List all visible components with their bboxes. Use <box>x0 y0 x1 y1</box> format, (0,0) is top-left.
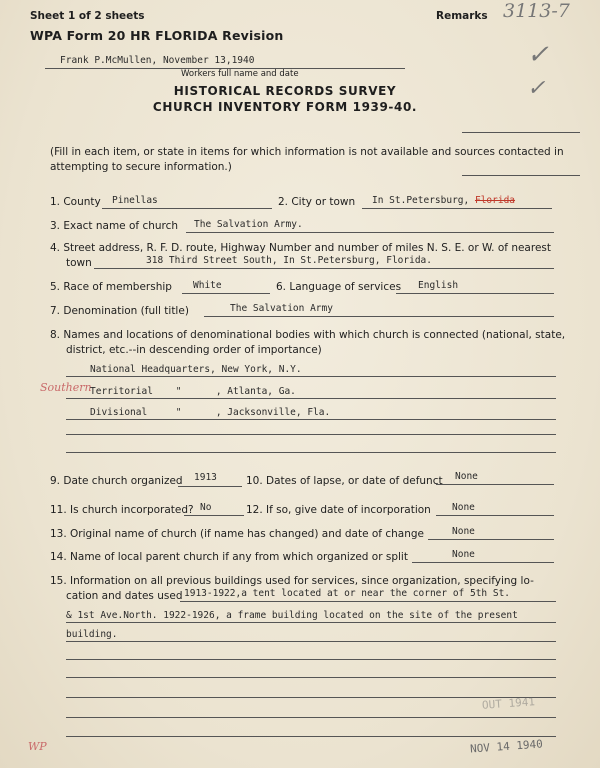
lapse-value: None <box>455 471 478 482</box>
handwritten-file-number: 3113-7 <box>503 0 570 22</box>
county-label: 1. County <box>50 196 101 208</box>
previous-buildings-value: & 1st Ave.North. 1922-1926, a frame building located on the site of the present <box>66 610 518 621</box>
organized-value: 1913 <box>194 472 217 483</box>
instructions-line-2: attempting to secure information.) <box>50 161 232 173</box>
denomination-line <box>204 316 554 317</box>
title-form: CHURCH INVENTORY FORM 1939-40. <box>152 100 418 114</box>
parent-church-label: 14. Name of local parent church if any from which organized or split <box>50 551 408 563</box>
instructions-line-1: (Fill in each item, or state in items for which information is not available and sources contacted in <box>50 146 564 158</box>
original-name-value: None <box>452 526 475 537</box>
previous-buildings-line <box>180 601 556 602</box>
red-margin-note: Southern <box>40 381 92 394</box>
street-label-2: town <box>66 257 92 269</box>
incorporated-value: No <box>200 502 212 513</box>
previous-buildings-line <box>66 622 556 623</box>
bodies-label-1: 8. Names and locations of denominational bodies with which church is connected (national, state, <box>50 329 566 341</box>
handwritten-check-mark: ✓ <box>527 40 549 70</box>
previous-buildings-line <box>66 677 556 678</box>
bodies-entry: Divisional " , Jacksonville, Fla. <box>90 407 331 418</box>
original-name-line <box>428 539 554 540</box>
language-value: English <box>418 280 459 291</box>
county-line <box>102 208 272 209</box>
organized-label: 9. Date church organized <box>50 475 183 487</box>
previous-buildings-label-2: cation and dates used <box>66 590 183 602</box>
remarks-heading: Remarks <box>436 10 488 22</box>
lapse-line <box>436 484 554 485</box>
received-date-stamp: NOV 14 1940 <box>469 737 544 756</box>
race-line <box>182 293 270 294</box>
worker-label: Workers full name and date <box>181 69 299 79</box>
county-value: Pinellas <box>112 195 158 206</box>
language-label: 6. Language of services <box>276 281 402 293</box>
incorporated-label: 11. Is church incorporated? <box>50 504 194 516</box>
original-name-label: 13. Original name of church (if name has changed) and date of change <box>50 528 424 540</box>
previous-buildings-line <box>66 659 556 660</box>
denomination-value: The Salvation Army <box>230 303 333 314</box>
title-survey: HISTORICAL RECORDS SURVEY <box>173 84 397 98</box>
city-value: In St.Petersburg, Florida <box>372 195 516 206</box>
denomination-label: 7. Denomination (full title) <box>50 305 189 317</box>
race-value: White <box>193 280 222 291</box>
street-value: 318 Third Street South, In St.Petersburg, Florida. <box>146 255 432 266</box>
city-label: 2. City or town <box>278 196 356 208</box>
race-label: 5. Race of membership <box>50 281 172 293</box>
worker-name-date: Frank P.McMullen, November 13,1940 <box>60 55 255 66</box>
bodies-label-2: district, etc.--in descending order of importance) <box>66 344 322 356</box>
city-line <box>362 208 552 209</box>
faded-stamp: OUT 1941 <box>481 695 536 712</box>
previous-buildings-line <box>66 717 556 718</box>
parent-church-line <box>412 562 554 563</box>
incorp-date-line <box>436 515 554 516</box>
church-name-value: The Salvation Army. <box>194 219 303 230</box>
previous-buildings-value: building. <box>66 629 118 640</box>
incorp-date-value: None <box>452 502 475 513</box>
handwritten-initials: WP <box>28 740 47 753</box>
city-struck-text: Florida <box>474 195 516 206</box>
street-line <box>94 268 554 269</box>
form-name: WPA Form 20 HR FLORIDA Revision <box>30 28 284 43</box>
church-name-label: 3. Exact name of church <box>50 220 179 232</box>
sheet-count: Sheet 1 of 2 sheets <box>30 10 145 22</box>
lapse-label: 10. Dates of lapse, or date of defunct <box>246 475 443 487</box>
handwritten-check-mark-2: ✓ <box>527 76 546 101</box>
previous-buildings-line <box>66 736 556 737</box>
bodies-entry: National Headquarters, New York, N.Y. <box>90 364 302 375</box>
organized-line <box>178 486 242 487</box>
bodies-line <box>66 398 556 399</box>
language-line <box>396 293 554 294</box>
incorp-date-label: 12. If so, give date of incorporation <box>246 504 431 516</box>
bodies-entry: Territorial " , Atlanta, Ga. <box>90 386 296 397</box>
previous-buildings-value: 1913-1922,a tent located at or near the corner of 5th St. <box>184 588 511 599</box>
church-name-line <box>186 232 554 233</box>
remarks-line <box>462 175 580 176</box>
previous-buildings-label-1: 15. Information on all previous buildings used for services, since organization, specifying lo- <box>50 575 534 587</box>
bodies-line <box>66 376 556 377</box>
bodies-line <box>66 434 556 435</box>
bodies-line <box>66 419 556 420</box>
incorporated-line <box>184 515 244 516</box>
street-label-1: 4. Street address, R. F. D. route, Highway Number and number of miles N. S. E. or W. of nearest <box>50 242 552 254</box>
parent-church-value: None <box>452 549 475 560</box>
previous-buildings-line <box>66 641 556 642</box>
bodies-line <box>66 452 556 453</box>
remarks-line <box>462 132 580 133</box>
